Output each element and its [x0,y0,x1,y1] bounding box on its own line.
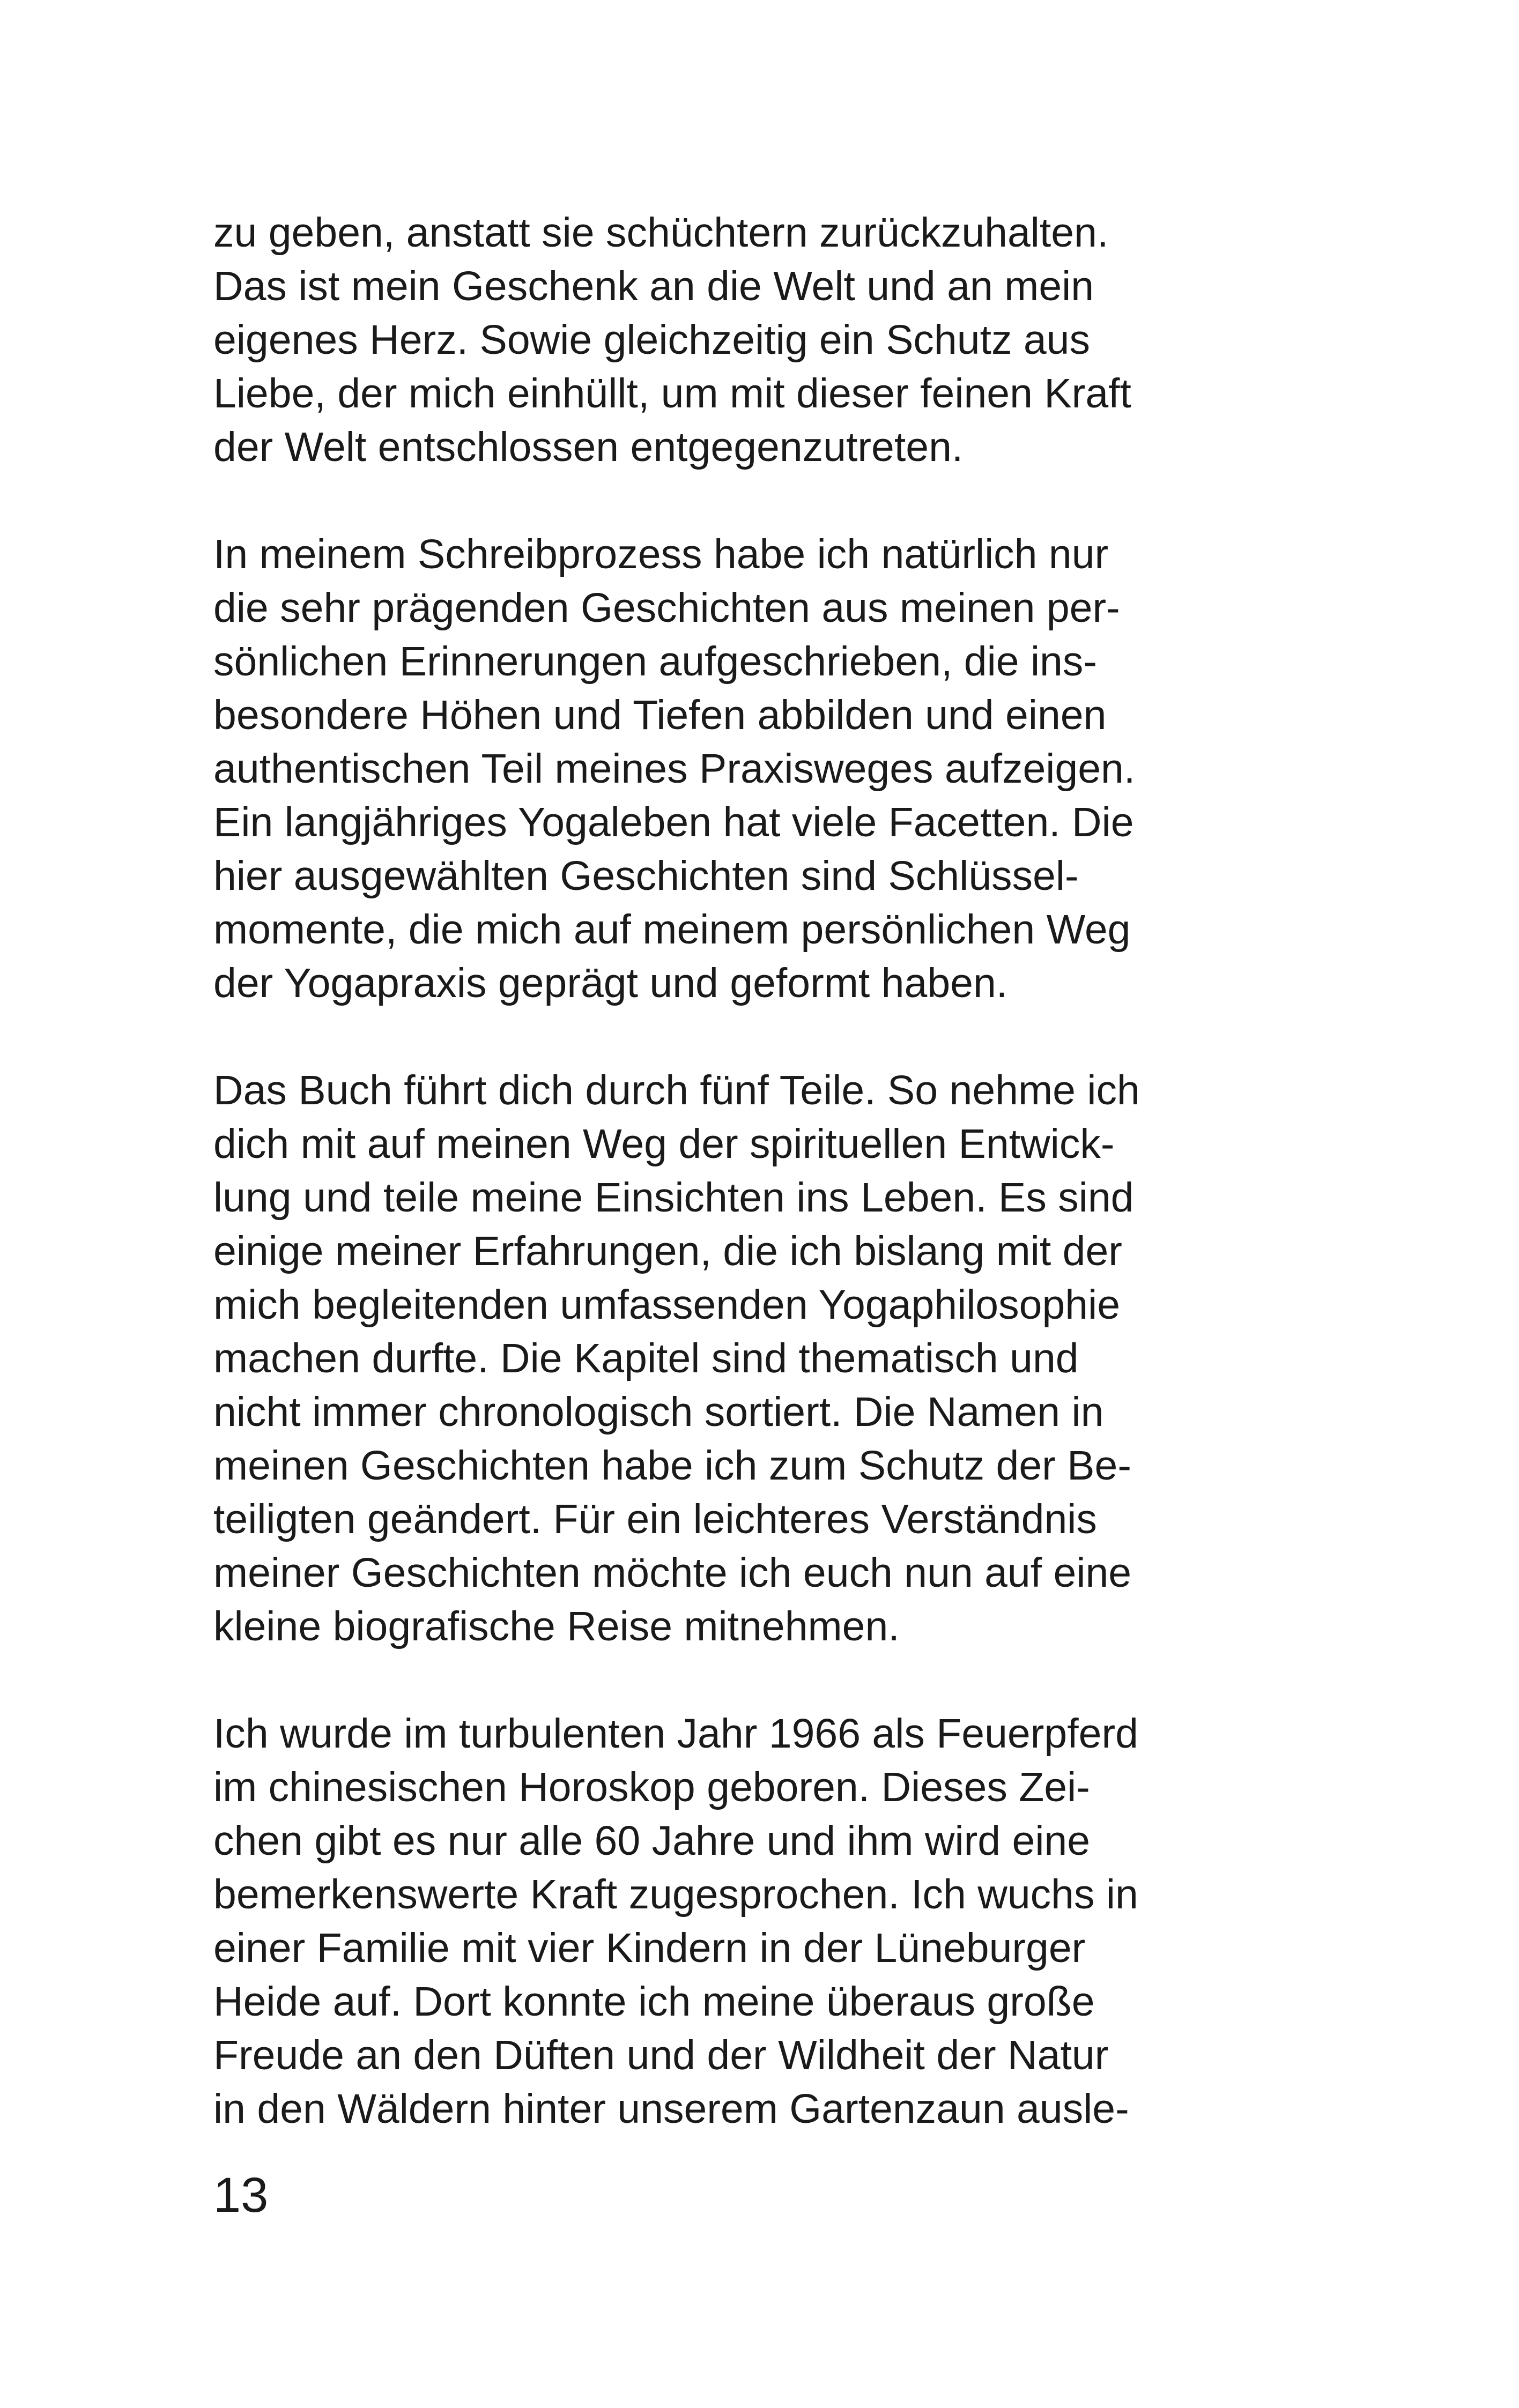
body-text [213,206,1339,2189]
text-line: Freude an den Düften und der Wildheit der Natur [213,2032,1109,2078]
text-line: nicht immer chronologisch sortiert. Die Namen in [213,1389,1104,1435]
text-line: der Yogapraxis geprägt und geformt haben. [213,960,1008,1006]
text-line: authentischen Teil meines Praxisweges aufzeigen. [213,746,1136,792]
text-line: Ich wurde im turbulenten Jahr 1966 als Feuerpferd [213,1711,1138,1757]
paragraph-3 [213,1064,1339,1653]
text-line: chen gibt es nur alle 60 Jahre und ihm wird eine [213,1818,1091,1864]
text-line: einer Familie mit vier Kindern in der Lüneburger [213,1925,1086,1971]
text-line: Liebe, der mich einhüllt, um mit dieser feinen Kraft [213,370,1131,417]
text-line: die sehr prägenden Geschichten aus meinen per- [213,585,1120,631]
text-line: In meinem Schreibprozess habe ich natürlich nur [213,531,1109,577]
text-line: Das Buch führt dich durch fünf Teile. So nehme ich [213,1067,1140,1113]
text-line: momente, die mich auf meinem persönlichen Weg [213,906,1131,953]
text-line: eigenes Herz. Sowie gleichzeitig ein Schutz aus [213,317,1091,363]
text-line: mich begleitenden umfassenden Yogaphilosophie [213,1282,1121,1328]
text-line: in den Wäldern hinter unserem Gartenzaun ausle- [213,2086,1129,2132]
paragraph-1 [213,206,1339,474]
text-line: lung und teile meine Einsichten ins Leben. Es sind [213,1175,1134,1221]
text-line: Heide auf. Dort konnte ich meine überaus große [213,1979,1095,2025]
text-line: bemerkenswerte Kraft zugesprochen. Ich wuchs in [213,1871,1138,1918]
paragraph-4 [213,1707,1339,2136]
text-line: meiner Geschichten möchte ich euch nun auf eine [213,1550,1132,1596]
text-line: einige meiner Erfahrungen, die ich bislang mit der [213,1228,1122,1274]
text-line: besondere Höhen und Tiefen abbilden und einen [213,692,1107,738]
page-number: 13 [213,2168,269,2223]
text-line: dich mit auf meinen Weg der spirituellen Entwick- [213,1121,1115,1167]
text-line: zu geben, anstatt sie schüchtern zurückzuhalten. [213,210,1109,256]
text-line: hier ausgewählten Geschichten sind Schlüssel- [213,853,1079,899]
text-line: Ein langjähriges Yogaleben hat viele Facetten. Die [213,799,1134,845]
text-line: kleine biografische Reise mitnehmen. [213,1603,900,1649]
text-line: meinen Geschichten habe ich zum Schutz der Be- [213,1443,1132,1489]
text-line: teiligten geändert. Für ein leichteres Verständnis [213,1496,1097,1542]
text-line: machen durfte. Die Kapitel sind thematisch und [213,1335,1079,1381]
paragraph-2 [213,527,1339,1010]
text-line: im chinesischen Horoskop geboren. Dieses Zei- [213,1764,1090,1810]
text-line: sönlichen Erinnerungen aufgeschrieben, die ins- [213,638,1098,685]
text-line: Das ist mein Geschenk an die Welt und an mein [213,263,1094,309]
text-line: der Welt entschlossen entgegenzutreten. [213,424,964,470]
